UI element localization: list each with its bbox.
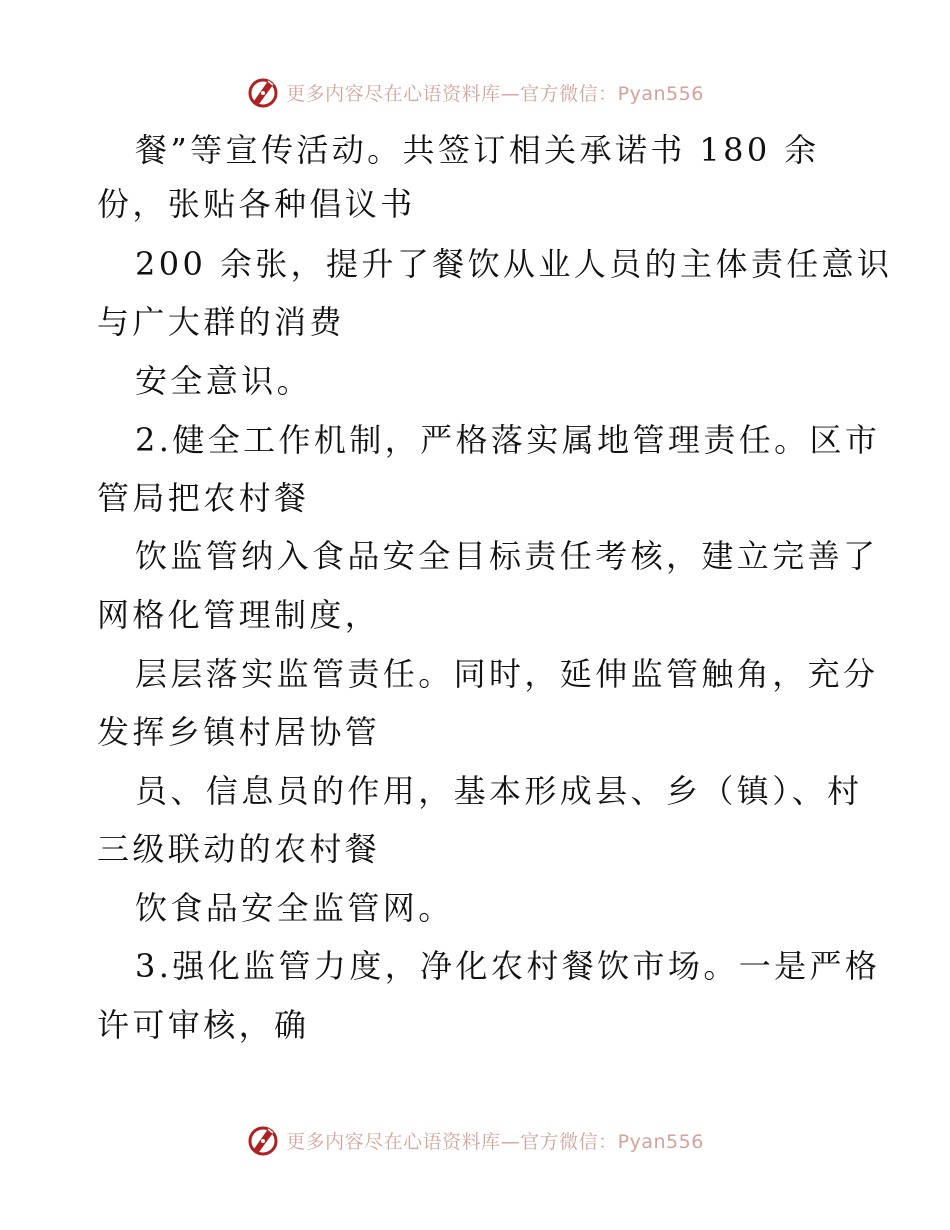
text-line: 200 余张，提升了餐饮从业人员的主体责任意识: [135, 245, 893, 283]
text-line: 层层落实监管责任。同时，延伸监管触角，充分: [135, 655, 879, 693]
text-line: 网格化管理制度，: [97, 596, 381, 634]
watermark-text: 更多内容尽在心语资料库—官方微信：Pyan556: [286, 1130, 704, 1153]
pen-nib-circle-icon: [246, 75, 280, 109]
pen-nib-circle-icon: [246, 1123, 280, 1157]
text-line: 餐”等宣传活动。共签订相关承诺书 180 余: [135, 131, 820, 169]
text-line: 与广大群的消费: [97, 303, 345, 341]
text-line: 安全意识。: [135, 362, 313, 400]
text-line: 管局把农村餐: [97, 479, 310, 517]
watermark-text: 更多内容尽在心语资料库—官方微信：Pyan556: [286, 82, 704, 105]
header-watermark: [0, 72, 950, 112]
text-line: 饮监管纳入食品安全目标责任考核，建立完善了: [135, 537, 879, 575]
text-line: 发挥乡镇村居协管: [97, 713, 381, 751]
text-line: 饮食品安全监管网。: [135, 889, 454, 927]
text-line: 员、信息员的作用，基本形成县、乡（镇）、村: [135, 772, 863, 810]
footer-watermark: [0, 1120, 950, 1160]
text-line: 3.强化监管力度，净化农村餐饮市场。一是严格: [135, 947, 881, 985]
text-line: 三级联动的农村餐: [97, 830, 381, 868]
text-line: 2.健全工作机制，严格落实属地管理责任。区市: [135, 421, 881, 459]
text-line: 许可审核，确: [97, 1006, 310, 1044]
text-line: 份，张贴各种倡议书: [97, 185, 416, 223]
